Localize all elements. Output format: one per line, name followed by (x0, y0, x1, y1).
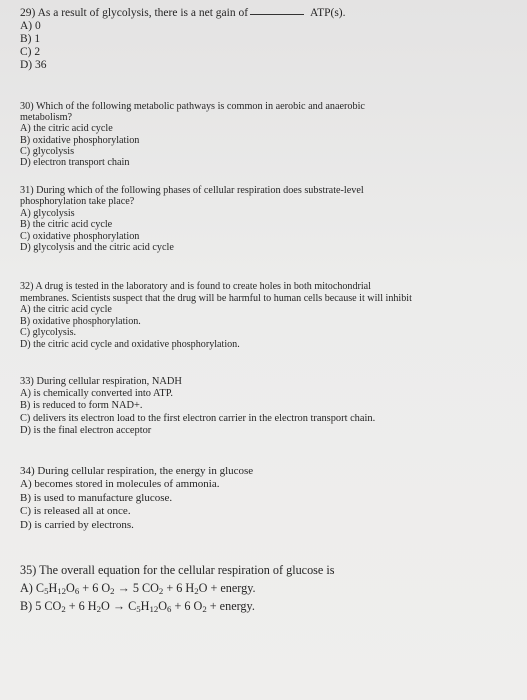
question-29 (20, 8, 519, 73)
question-31-option-a: A) glycolysis (20, 207, 75, 219)
equation-a-c: C (35, 581, 45, 595)
equation-b-arrow: O → C (101, 599, 137, 613)
equation-a-c-sub: 5 (44, 585, 49, 596)
equation-b-o2-sub: 2 (202, 603, 207, 614)
equation-b-c-sub: 5 (136, 603, 141, 614)
question-34-option-d: D) is carried by electrons. (20, 518, 134, 531)
equation-a-plus-oxygen: + 6 O (79, 581, 111, 595)
question-29-option-b: B) 1 (20, 33, 41, 45)
question-33-option-c: C) delivers its electron load to the first electron carrier in the electron transport chain. (20, 412, 376, 424)
question-30-option-a: A) the citric acid cycle (20, 123, 113, 135)
question-29-stem-after: ATP(s). (310, 7, 346, 19)
question-33-option-a: A) is chemically converted into ATP. (20, 388, 173, 400)
equation-b-h: H (140, 599, 150, 613)
equation-b-h-sub: 12 (149, 603, 159, 614)
question-32-stem-line-2: membranes. Scientists suspect that the drug will be harmful to human cells because it will inhibit (20, 292, 412, 304)
equation-a-o2-sub: 2 (110, 585, 115, 596)
question-34-option-a: A) becomes stored in molecules of ammonia. (20, 478, 220, 491)
question-34-option-b: B) is used to manufacture glucose. (20, 491, 173, 504)
question-32-option-b: B) oxidative phosphorylation. (20, 315, 141, 327)
question-32-stem-line-1: 32) A drug is tested in the laboratory and is found to create holes in both mitochondrial (20, 281, 371, 292)
question-32-option-d: D) the citric acid cycle and oxidative phosphorylation. (20, 338, 240, 350)
equation-b-label: B) (20, 599, 36, 613)
question-29-stem (20, 8, 519, 21)
equation-b-h2o-sub: 2 (96, 603, 102, 614)
equation-a-label: A) (20, 581, 36, 595)
equation-b-o-sub: 6 (167, 603, 172, 614)
question-30-option-b: B) oxidative phosphorylation (20, 134, 140, 146)
equation-b-co2: 5 CO (35, 599, 62, 613)
question-30-stem-line-1: 30) Which of the following metabolic pathways is common in aerobic and anaerobic (20, 101, 365, 112)
question-32-option-c: C) glycolysis. (20, 327, 77, 339)
question-30 (20, 102, 519, 169)
equation-b-tail: + energy. (206, 599, 255, 613)
equation-b-plus-water: + 6 H (65, 599, 97, 613)
question-31 (20, 186, 519, 254)
question-35-option-a (20, 582, 519, 600)
question-33-option-b: B) is reduced to form NAD+. (20, 400, 143, 412)
question-31-stem-line-1: 31) During which of the following phases of cellular respiration does substrate-level (20, 185, 364, 196)
equation-a-h: H (48, 581, 58, 595)
equation-a-h-sub: 12 (57, 585, 67, 596)
question-31-option-c: C) oxidative phosphorylation (20, 230, 140, 242)
equation-a-co2-sub: 2 (158, 585, 164, 596)
question-29-option-c: C) 2 (20, 46, 41, 58)
question-35-stem: 35) The overall equation for the cellular respiration of glucose is (20, 563, 335, 577)
question-31-stem-line-2: phosphorylation take place? (20, 196, 135, 208)
question-31-option-d: D) glycolysis and the citric acid cycle (20, 241, 174, 253)
question-29-option-d: D) 36 (20, 59, 47, 71)
question-35-option-b (20, 600, 519, 618)
equation-a-o-sub: 6 (74, 585, 80, 596)
question-33-stem: 33) During cellular respiration, NADH (20, 376, 182, 387)
question-33-option-d: D) is the final electron acceptor (20, 424, 152, 436)
question-34 (20, 466, 519, 533)
equation-a-plus-water: + 6 H (163, 581, 195, 595)
answer-blank (250, 14, 304, 15)
question-32 (20, 282, 519, 352)
question-30-option-c: C) glycolysis (20, 145, 75, 157)
equation-b-o: O (158, 599, 168, 613)
equation-a-arrow-co2: → 5 CO (114, 581, 159, 595)
question-34-stem: 34) During cellular respiration, the energy in glucose (20, 465, 254, 477)
question-29-option-a: A) 0 (20, 20, 41, 32)
question-32-option-a: A) the citric acid cycle (20, 304, 112, 316)
question-30-stem-line-2: metabolism? (20, 112, 73, 124)
equation-b-co2-sub: 2 (61, 603, 66, 614)
question-31-option-b: B) the citric acid cycle (20, 219, 113, 231)
question-33 (20, 377, 519, 438)
equation-a-h2o-sub: 2 (194, 585, 199, 596)
question-30-option-d: D) electron transport chain (20, 156, 130, 168)
equation-a-tail: O + energy. (198, 581, 256, 595)
question-29-stem-before: 29) As a result of glycolysis, there is a net gain of (20, 7, 249, 19)
equation-b-plus-oxygen: + 6 O (171, 599, 203, 613)
question-34-option-c: C) is released all at once. (20, 505, 131, 518)
equation-a-o: O (66, 581, 75, 595)
question-35 (20, 564, 519, 618)
